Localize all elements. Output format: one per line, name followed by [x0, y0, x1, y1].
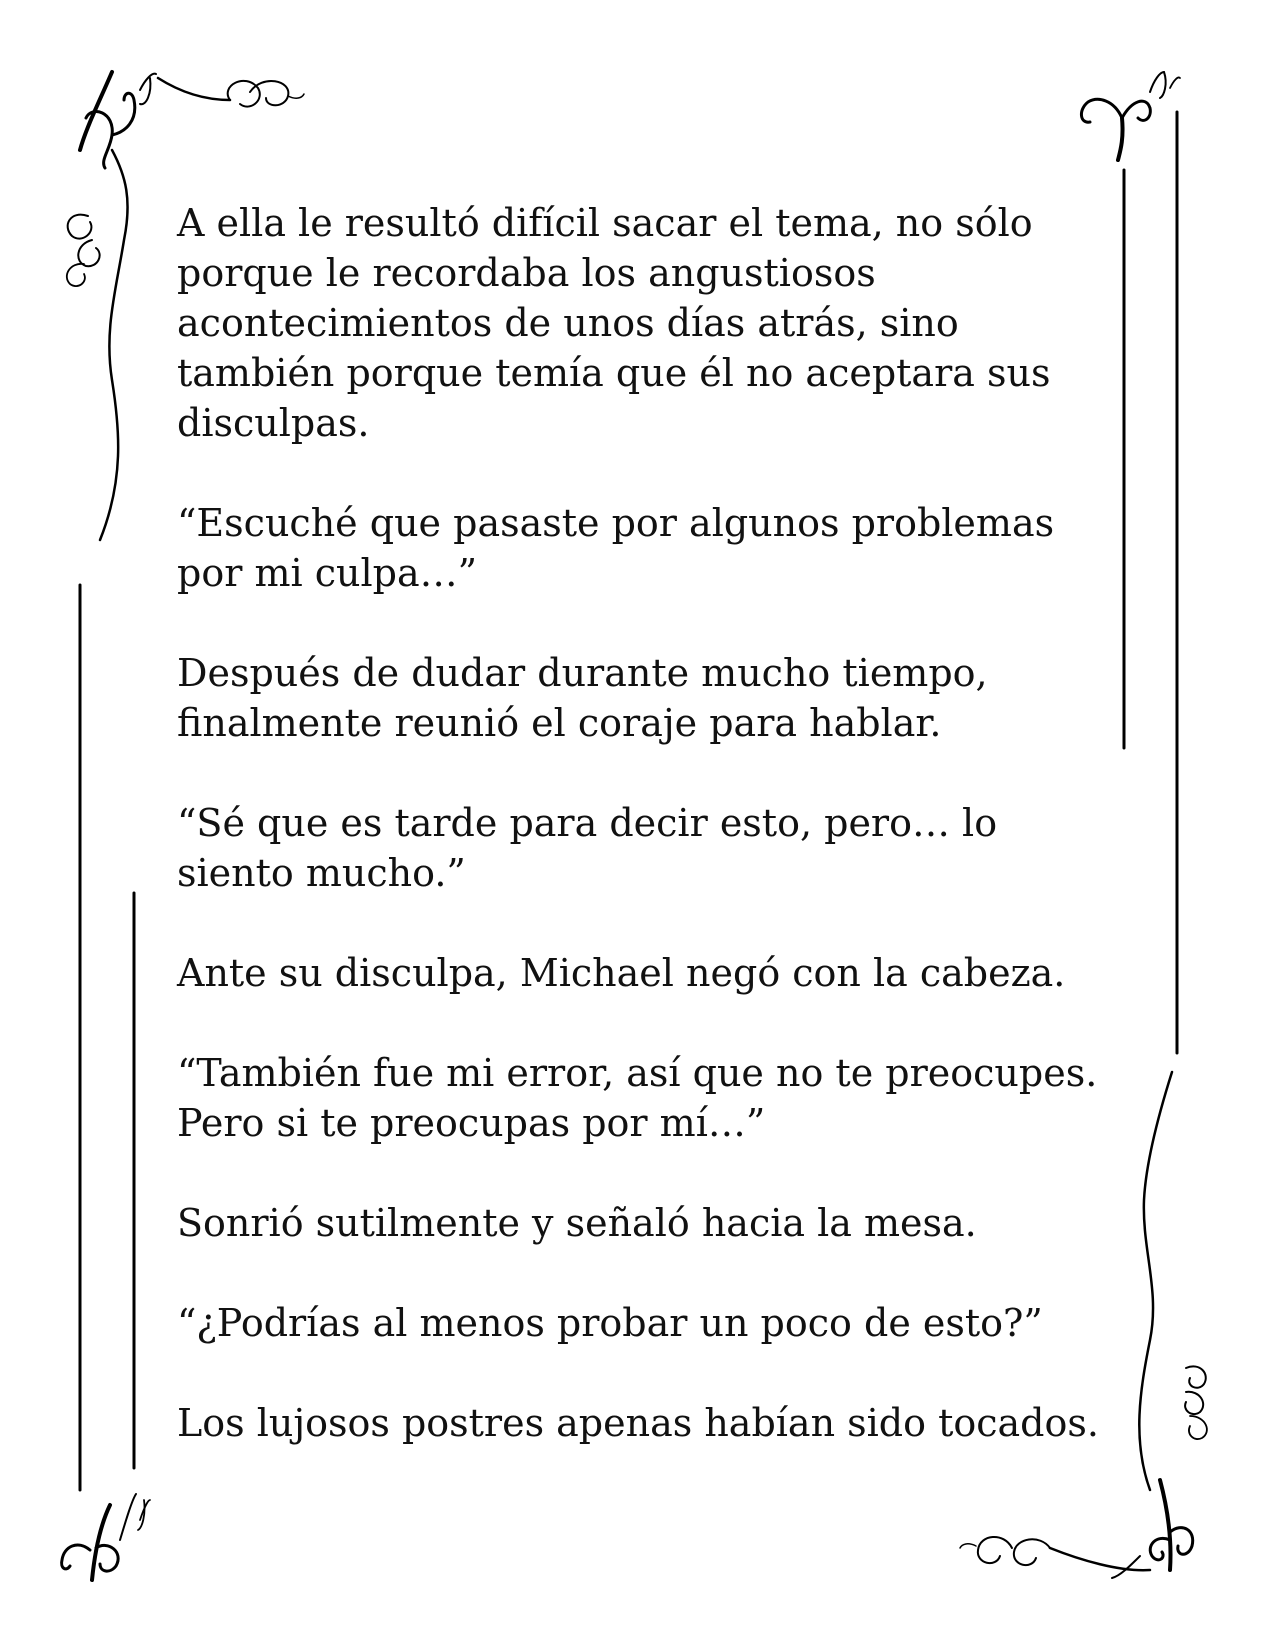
paragraph-6 — [177, 1048, 1107, 1148]
text-line: Sonrió sutilmente y señaló hacia la mesa. — [177, 1201, 977, 1245]
body-text — [177, 198, 1107, 1448]
text-line: finalmente reunió el coraje para hablar. — [177, 701, 942, 745]
paragraph-7 — [177, 1198, 1107, 1248]
paragraph-3 — [177, 648, 1107, 748]
paragraph-8 — [177, 1298, 1107, 1348]
flourish-bottom-left — [62, 1494, 150, 1580]
text-line: porque le recordaba los angustiosos — [177, 251, 876, 295]
text-line: por mi culpa…” — [177, 551, 478, 595]
paragraph-2 — [177, 498, 1107, 598]
text-line: también porque temía que él no aceptara sus — [177, 351, 1051, 395]
paragraph-1 — [177, 198, 1107, 448]
text-line: A ella le resultó difícil sacar el tema, no sólo — [177, 201, 1033, 245]
paragraph-9 — [177, 1398, 1107, 1448]
text-line: “Escuché que pasaste por algunos problemas — [177, 501, 1055, 545]
text-line: acontecimientos de unos días atrás, sino — [177, 301, 959, 345]
text-line: Pero si te preocupas por mí…” — [177, 1101, 766, 1145]
flourish-top-right — [1081, 72, 1180, 160]
text-line: siento mucho.” — [177, 851, 466, 895]
text-line: Ante su disculpa, Michael negó con la cabeza. — [177, 951, 1066, 995]
text-line: disculpas. — [177, 401, 370, 445]
text-line: Los lujosos postres apenas habían sido tocados. — [177, 1401, 1099, 1445]
text-line: Después de dudar durante mucho tiempo, — [177, 651, 988, 695]
paragraph-4 — [177, 798, 1107, 898]
text-line: “Sé que es tarde para decir esto, pero… lo — [177, 801, 998, 845]
text-line: “También fue mi error, así que no te preocupes. — [177, 1051, 1098, 1095]
paragraph-5 — [177, 948, 1107, 998]
text-line: “¿Podrías al menos probar un poco de esto?” — [177, 1301, 1043, 1345]
